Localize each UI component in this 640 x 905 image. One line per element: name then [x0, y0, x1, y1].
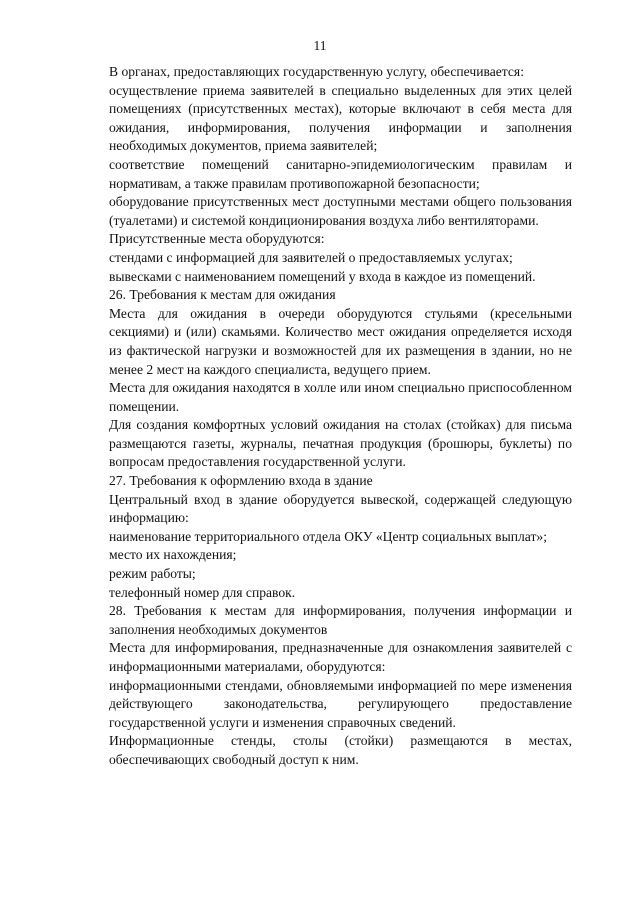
- paragraph: стендами с информацией для заявителей о предоставляемых услугах;: [109, 249, 513, 265]
- paragraph: В органах, предоставляющих государственную услугу, обеспечивается:: [109, 64, 524, 79]
- paragraph: телефонный номер для справок.: [109, 584, 296, 600]
- paragraph: Центральный вход в здание оборудуется вывеской, содержащей следующую информацию:: [109, 491, 572, 526]
- section-heading: 28. Требования к местам для информирования, получения информации и заполнения необходимых документов: [109, 603, 572, 637]
- paragraph: вывесками с наименованием помещений у входа в каждое из помещений.: [109, 268, 536, 284]
- paragraph: наименование территориального отдела ОКУ «Центр социальных выплат»;: [109, 528, 547, 544]
- section-heading: 26. Требования к местам для ожидания: [109, 287, 336, 303]
- paragraph: Присутственные места оборудуются:: [109, 231, 325, 247]
- paragraph: Места для ожидания в очереди оборудуются стульями (кресельными секциями) и (или) скамьями. Количество мест ожидания определяется исходя из фактической нагрузки и возможностей для их размещения в здании, но не менее 2 мест на каждого специалиста, ведущего прием.: [109, 305, 572, 377]
- paragraph: оборудование присутственных мест доступными местами общего пользования (туалетами) и системой кондиционирования воздуха либо вентиляторами.: [109, 194, 572, 228]
- paragraph: соответствие помещений санитарно-эпидемиологическим правилам и нормативам, а также правилам противопожарной безопасности;: [109, 156, 572, 191]
- page-number: 11: [313, 38, 327, 53]
- section-heading: 27. Требования к оформлению входа в здание: [109, 473, 373, 489]
- paragraph: режим работы;: [109, 566, 196, 582]
- document-body: [109, 63, 572, 770]
- paragraph: осуществление приема заявителей в специально выделенных для этих целей помещениях (присутственных местах), которые включают в себя места для ожидания, информирования, получения информации и заполнения необходимых документов, приема заявителей;: [109, 82, 572, 154]
- paragraph: Информационные стенды, столы (стойки) размещаются в местах, обеспечивающих свободный доступ к ним.: [109, 733, 572, 767]
- paragraph: информационными стендами, обновляемыми информацией по мере изменения действующего законодательства, регулирующего предоставление государственной услуги и изменения справочных сведений.: [109, 677, 572, 730]
- paragraph: Места для информирования, предназначенные для ознакомления заявителей с информационными материалами, оборудуются:: [109, 640, 572, 674]
- paragraph: Для создания комфортных условий ожидания на столах (стойках) для письма размещаются газеты, журналы, печатная продукция (брошюры, буклеты) по вопросам предоставления государственной услуги.: [109, 417, 572, 470]
- paragraph: Места для ожидания находятся в холле или ином специально приспособленном помещении.: [109, 380, 572, 414]
- paragraph: место их нахождения;: [109, 547, 237, 563]
